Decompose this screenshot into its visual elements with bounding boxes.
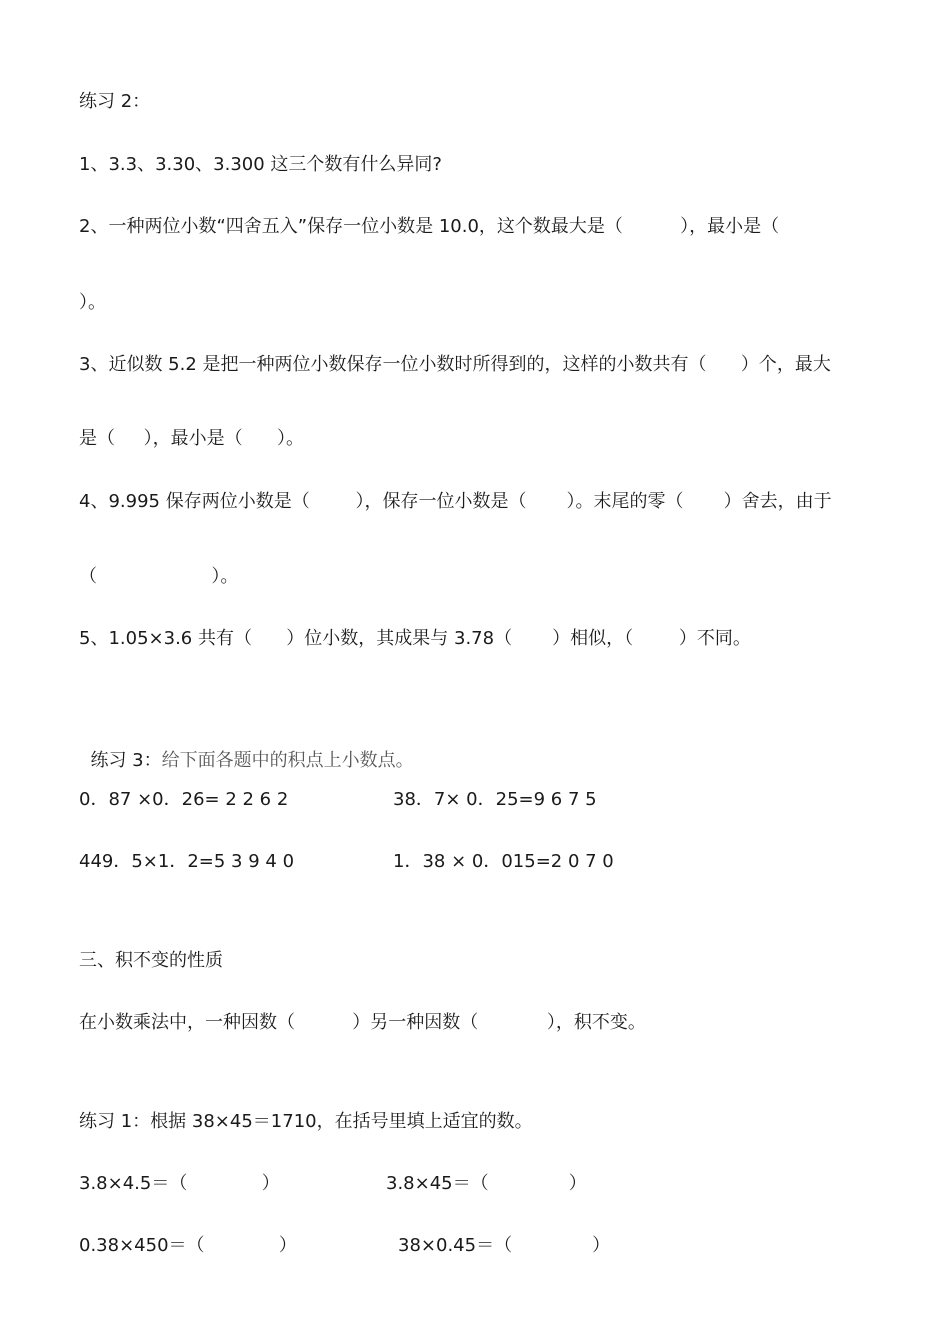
- question-2-line-1: 2、一种两位小数“四舍五入”保存一位小数是 10.0，这个数最大是（ ），最小是（: [79, 216, 780, 237]
- question-2-line-2: ）。: [79, 292, 106, 313]
- question-4-line-2: （ ）。: [79, 566, 239, 587]
- exercise-3-row-1-right: 38．7× 0．25=9 6 7 5: [393, 789, 597, 810]
- exercise-3-label: 练习 3：: [90, 750, 162, 771]
- question-5: 5、1.05×3.6 共有（ ）位小数，其成果与 3.78（ ）相似，（ ）不同。: [79, 628, 751, 649]
- question-1: 1、3.3、3.30、3.300 这三个数有什么异同?: [79, 154, 442, 175]
- exercise-3-row-2-right: 1．38 × 0．015=2 0 7 0: [393, 851, 614, 872]
- section-heading-product-invariance: 三、积不变的性质: [79, 950, 223, 971]
- section-heading-exercise-1: 练习 1：根据 38×45＝1710，在括号里填上适宜的数。: [79, 1111, 533, 1132]
- exercise-1-row-1-left: 3.8×4.5＝（ ）: [79, 1173, 280, 1194]
- exercise-3-title: 给下面各题中的积点上小数点。: [161, 750, 414, 771]
- exercise-1-row-2-right: 38×0.45＝（ ）: [398, 1235, 611, 1256]
- question-4-line-1: 4、9.995 保存两位小数是（ ），保存一位小数是（ ）。末尾的零（ ）舍去，由于: [79, 491, 832, 512]
- section-heading-exercise-3: [79, 725, 414, 773]
- exercise-1-row-1-right: 3.8×45＝（ ）: [386, 1173, 587, 1194]
- exercise-3-row-2-left: 449．5×1．2=5 3 9 4 0: [79, 851, 295, 872]
- exercise-1-row-2-left: 0.38×450＝（ ）: [79, 1235, 297, 1256]
- exercise-3-row-1-left: 0．87 ×0．26= 2 2 6 2: [79, 789, 289, 810]
- product-invariance-rule: 在小数乘法中，一种因数（ ）另一种因数（ ），积不变。: [79, 1012, 646, 1033]
- question-3-line-2: 是（ ），最小是（ ）。: [79, 428, 304, 449]
- question-3-line-1: 3、近似数 5.2 是把一种两位小数保存一位小数时所得到的，这样的小数共有（ ）个，最大: [79, 354, 831, 375]
- section-heading-exercise-2: 练习 2：: [79, 91, 151, 112]
